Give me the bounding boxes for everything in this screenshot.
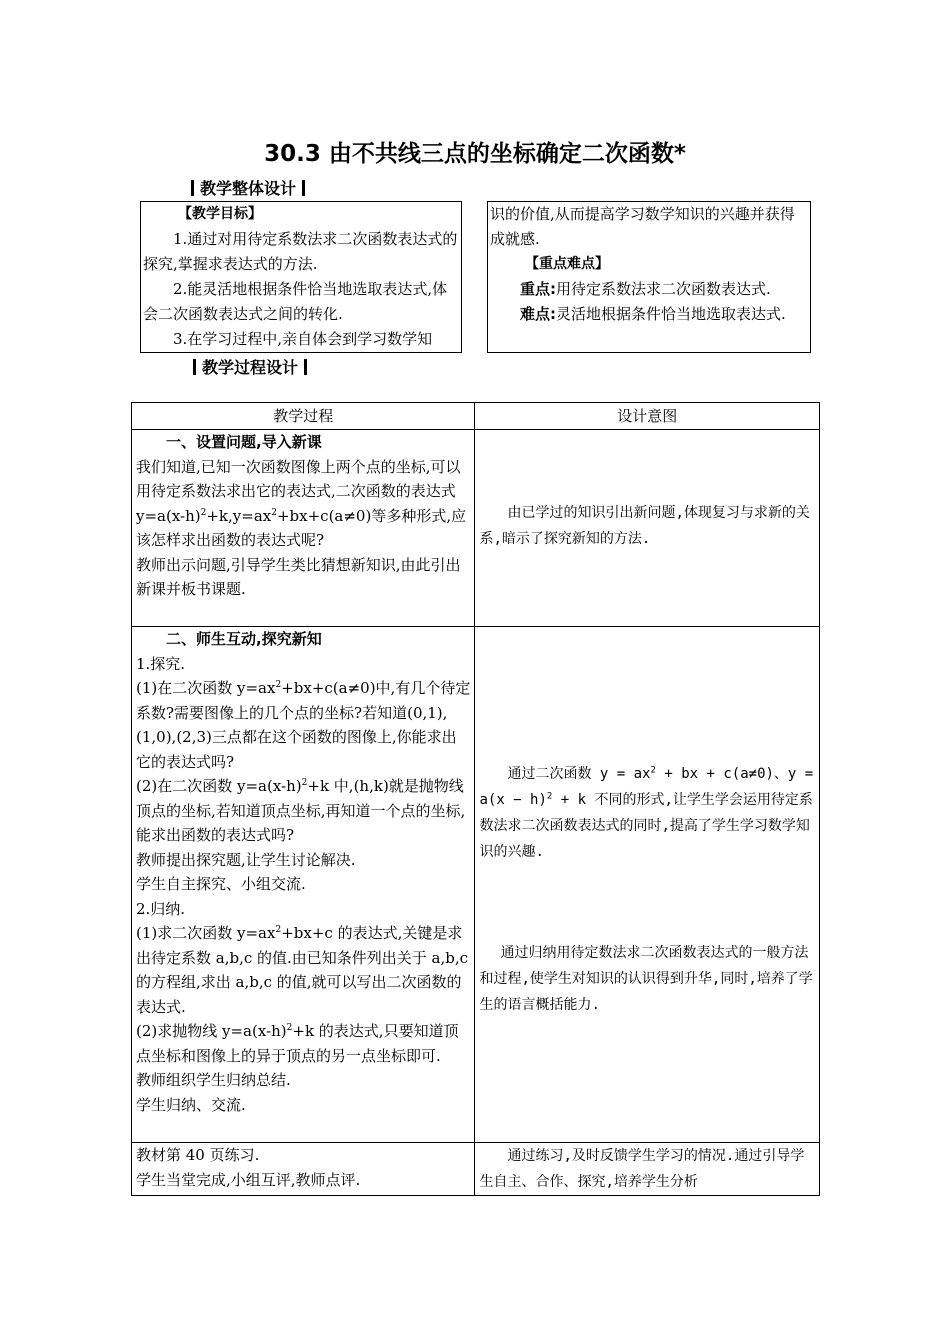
col-header-process: 教学过程 (132, 403, 475, 430)
key-label: 重点: (520, 280, 556, 298)
overall-design-heading (185, 176, 311, 199)
key-title: 【重点难点】 (525, 256, 609, 272)
process-table (131, 402, 820, 1196)
exercise-line: 教材第 40 页练习. (136, 1146, 260, 1164)
explore-label: 1.探究. (136, 654, 186, 673)
table-row (132, 627, 820, 1143)
exercise-note: 学生当堂完成,小组互评,教师点评. (136, 1170, 361, 1189)
table-row (132, 430, 820, 627)
table-row (132, 1143, 820, 1196)
key-point (490, 277, 808, 302)
difficult-text: 灵活地根据条件恰当地选取表达式. (556, 305, 786, 323)
section2-intent-2: 通过归纳用待定数法求二次函数表达式的一般方法和过程,使学生对知识的认识得到升华,同时,培养了学生的语言概括能力. (479, 945, 813, 1013)
section2-intent-1: 通过二次函数 $y = ax^2$ + bx + c(a≠0)、$y = a(x - h)^2 + k$ 不同的形式,让学生学会运用待定系数法求二次函数表达式的同时,提高了学生学习数学知识的兴趣. (479, 765, 814, 860)
difficult-label: 难点: (520, 305, 556, 323)
goals-box (140, 201, 462, 353)
summary-1: (1)求二次函数 $y=ax^2+bx+c$ 的表达式,关键是求出待定系数 a,b,c 的值.由已知条件列出关于 a,b,c 的方程组,求出 a,b,c 的值,就可以写出二次函数的表达式. (136, 924, 469, 1016)
goals-continued: 识的价值,从而提高学习数学知识的兴趣并获得成就感. (490, 205, 795, 248)
question-2: (2)在二次函数 $y=a(x-h)^2+k$ 中,(h,k)就是抛物线顶点的坐标,若知道顶点坐标,再知道一个点的坐标,能求出函数的表达式吗? (136, 777, 466, 844)
student-note: 学生归纳、交流. (136, 1095, 246, 1114)
summary-2: (2)求抛物线 $y=a(x-h)^2+k$ 的表达式,只要知道顶点坐标和图像上的异于顶点的另一点坐标即可. (136, 1022, 459, 1065)
process-cell (132, 430, 475, 627)
section1-para2: 教师出示问题,引导学生类比猜想新知识,由此引出新课并板书课题. (136, 555, 461, 598)
process-design-heading (187, 355, 313, 378)
difficult-point (490, 302, 808, 327)
goal-item: 2.能灵活地根据条件恰当地选取表达式,体会二次函数表达式之间的转化. (143, 280, 448, 323)
section3-intent: 通过练习,及时反馈学生学习的情况.通过引导学生自主、合作、探究,培养学生分析 (479, 1148, 805, 1190)
overall-design-heading-text: 教学整体设计 (200, 179, 297, 198)
section1-para1: 我们知道,已知一次函数图像上两个点的坐标,可以用待定系数法求出它的表达式,二次函数的表达式 $y=a(x-h)^2+k,y=ax^2+bx+c(a\ne 0)$等多种形式,应该怎样求出函数的表达式呢? (136, 457, 467, 549)
goal-item: 3.在学习过程中,亲自体会到学习数学知 (173, 330, 433, 348)
process-cell (132, 1143, 475, 1196)
process-cell (132, 627, 475, 1143)
section1-intent: 由已学过的知识引出新问题,体现复习与求新的关系,暗示了探究新知的方法. (479, 505, 810, 547)
student-note: 学生自主探究、小组交流. (136, 875, 306, 893)
summary-label: 2.归纳. (136, 899, 186, 918)
section1-heading: 一、设置问题,导入新课 (166, 433, 322, 451)
intent-cell (475, 1143, 820, 1196)
teacher-note: 教师提出探究题,让学生讨论解决. (136, 850, 356, 869)
teacher-note: 教师组织学生归纳总结. (136, 1071, 291, 1089)
intent-cell (475, 430, 820, 627)
page-title: 30.3 由不共线三点的坐标确定二次函数* (264, 141, 686, 167)
question-1: (1)在二次函数 $y=ax^2+bx+c(a\ne 0)$中,有几个待定系数?需要图像上的几个点的坐标?若知道(0,1),(1,0),(2,3)三点都在这个函数的图像上,你能求出它的表达式吗? (136, 679, 471, 771)
col-header-intent: 设计意图 (475, 403, 820, 430)
goals-title: 【教学目标】 (178, 206, 262, 222)
process-design-heading-text: 教学过程设计 (202, 358, 299, 377)
key-points-box (487, 201, 811, 353)
table-header-row (132, 403, 820, 430)
section2-heading: 二、师生互动,探究新知 (166, 630, 322, 648)
intent-cell (475, 627, 820, 1143)
goal-item: 1.通过对用待定系数法求二次函数表达式的探究,掌握求表达式的方法. (143, 230, 458, 273)
key-text: 用待定系数法求二次函数表达式. (556, 280, 771, 298)
